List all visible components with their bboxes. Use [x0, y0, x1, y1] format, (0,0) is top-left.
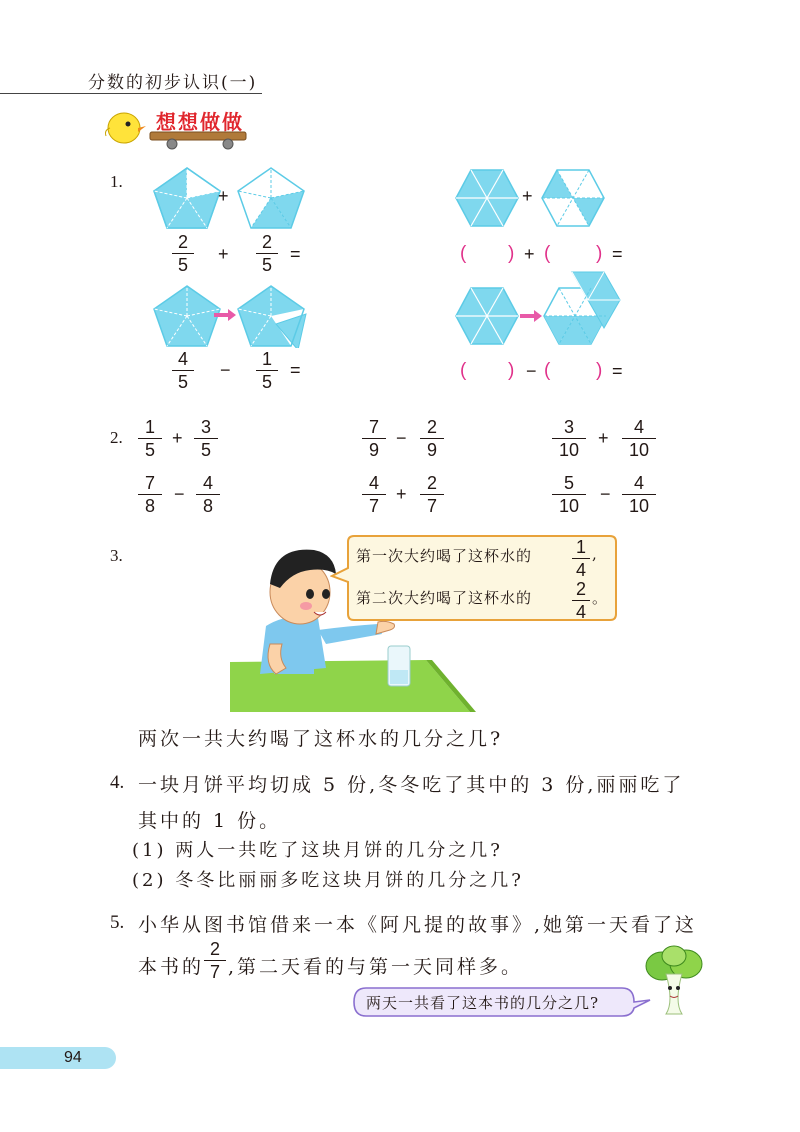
blank-close-paren: ) — [596, 243, 603, 264]
question-5-line-2-start: 本书的 — [138, 956, 205, 978]
equals-sign: = — [612, 361, 623, 381]
question-4-number: 4. — [110, 772, 125, 793]
question-4-line-2: 其中的 1 份。 — [138, 810, 282, 832]
question-5-line-2-end: ,第二天看的与第一天同样多。 — [228, 956, 524, 978]
fraction: 2 4 — [572, 580, 590, 622]
header-rule — [0, 93, 262, 94]
operator: + — [598, 428, 609, 448]
question-5-bubble: 两天一共看了这本书的几分之几? — [366, 994, 600, 1012]
blank-open-paren: ( — [460, 360, 467, 381]
blank-close-paren: ) — [508, 243, 515, 264]
fraction: 7 9 — [362, 418, 386, 460]
blank-close-paren: ) — [508, 360, 515, 381]
section-title: 想想做做 — [156, 110, 244, 134]
question-4-sub-1: (1) 两人一共吃了这块月饼的几分之几? — [132, 840, 503, 861]
page-number: 94 — [64, 1049, 82, 1066]
fraction: 2 5 — [172, 233, 194, 275]
plus-sign: + — [218, 244, 229, 264]
hexagon-shaded-two-sixths — [540, 168, 606, 228]
question-2-number: 2. — [110, 428, 123, 447]
bubble-line-1-end: , — [592, 545, 598, 563]
fraction: 5 10 — [552, 474, 586, 516]
bubble-line-2-end: 。 — [592, 589, 609, 607]
fraction: 3 10 — [552, 418, 586, 460]
blank-open-paren: ( — [544, 243, 551, 264]
fraction: 2 5 — [256, 233, 278, 275]
fraction: 2 9 — [420, 418, 444, 460]
blank-close-paren: ) — [596, 360, 603, 381]
question-3-number: 3. — [110, 546, 123, 565]
blank-open-paren: ( — [460, 243, 467, 264]
minus-sign: − — [220, 360, 231, 380]
pentagon-one-fifth-removed — [236, 284, 308, 348]
bubble-line-2: 第二次大约喝了这杯水的 — [356, 589, 533, 607]
fraction: 1 5 — [256, 350, 278, 392]
fraction: 4 10 — [622, 474, 656, 516]
operator: − — [174, 484, 185, 504]
equals-sign: = — [290, 360, 301, 380]
fraction: 4 8 — [196, 474, 220, 516]
question-5-number: 5. — [110, 912, 125, 933]
question-3-text: 两次一共大约喝了这杯水的几分之几? — [138, 728, 504, 750]
fraction: 1 4 — [572, 538, 590, 580]
question-1-number: 1. — [110, 172, 123, 191]
pentagon-shaded-four-fifths — [152, 284, 222, 348]
fraction: 7 8 — [138, 474, 162, 516]
bubble-line-1: 第一次大约喝了这杯水的 — [356, 547, 533, 565]
fraction: 4 7 — [362, 474, 386, 516]
plus-sign: + — [218, 186, 229, 206]
question-5-line-1: 小华从图书馆借来一本《阿凡提的故事》,她第一天看了这 — [138, 914, 698, 936]
hexagon-shaded-five-sixths — [454, 286, 520, 346]
operator: − — [600, 484, 611, 504]
arrow-right-icon — [520, 309, 544, 323]
operator: − — [396, 428, 407, 448]
fraction: 4 10 — [622, 418, 656, 460]
operator: + — [172, 428, 183, 448]
question-4-line-1: 一块月饼平均切成 5 份,冬冬吃了其中的 3 份,丽丽吃了 — [138, 774, 685, 796]
hexagon-shaded-three-sixths — [454, 168, 520, 228]
question-4-sub-2: (2) 冬冬比丽丽多吃这块月饼的几分之几? — [132, 870, 524, 891]
hexagon-parts-removed — [542, 270, 628, 348]
arrow-right-icon — [214, 308, 238, 322]
page-number-tab — [0, 1047, 116, 1069]
fraction: 4 5 — [172, 350, 194, 392]
equals-sign: = — [612, 244, 623, 264]
minus-sign: − — [526, 361, 537, 381]
operator: + — [396, 484, 407, 504]
equals-sign: = — [290, 244, 301, 264]
plus-sign: + — [522, 186, 533, 206]
pentagon-shaded-two-fifths — [152, 166, 222, 230]
fraction: 3 5 — [194, 418, 218, 460]
fraction: 1 5 — [138, 418, 162, 460]
pentagon-shaded-two-fifths — [236, 166, 306, 230]
blank-open-paren: ( — [544, 360, 551, 381]
plus-sign: + — [524, 244, 535, 264]
page-header-title: 分数的初步认识(一) — [88, 73, 258, 93]
fraction: 2 7 — [420, 474, 444, 516]
fraction: 2 7 — [204, 940, 226, 982]
